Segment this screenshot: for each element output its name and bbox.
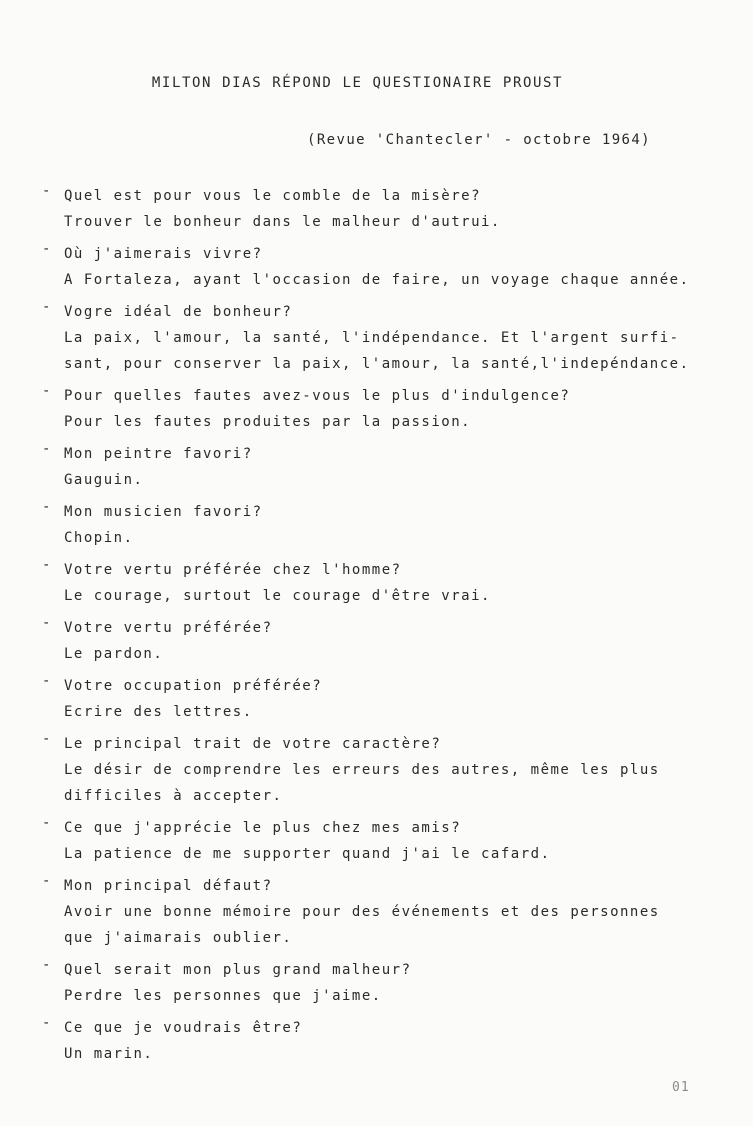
answer: Trouver le bonheur dans le malheur d'autrui. (64, 214, 501, 230)
bullet-dash: - (42, 441, 51, 457)
answer: Perdre les personnes que j'aime. (64, 988, 382, 1004)
qa-item (42, 441, 712, 493)
question: Ce que je voudrais être? (64, 1020, 303, 1036)
document-title: MILTON DIAS RÉPOND LE QUESTIONAIRE PROUST (151, 75, 564, 91)
bullet-dash: - (42, 815, 51, 831)
qa-item (42, 499, 712, 551)
question: Votre occupation préférée? (64, 678, 323, 694)
question: Quel est pour vous le comble de la misère? (64, 188, 482, 204)
answer: Avoir une bonne mémoire pour des événements et des personnes que j'aimarais oublier. (64, 904, 660, 946)
bullet-dash: - (42, 1015, 51, 1031)
bullet-dash: - (42, 873, 51, 889)
qa-item (42, 557, 712, 609)
answer: Pour les fautes produites par la passion. (64, 414, 472, 430)
bullet-dash: - (42, 673, 51, 689)
bullet-dash: - (42, 299, 51, 315)
question: Votre vertu préférée chez l'homme? (64, 562, 402, 578)
question: Mon peintre favori? (64, 446, 253, 462)
answer: Un marin. (64, 1046, 154, 1062)
qa-item (42, 615, 712, 667)
answer: Ecrire des lettres. (64, 704, 253, 720)
answer: Chopin. (64, 530, 134, 546)
bullet-dash: - (42, 731, 51, 747)
question: Pour quelles fautes avez-vous le plus d'indulgence? (64, 388, 571, 404)
qa-item (42, 183, 712, 235)
question: Mon musicien favori? (64, 504, 263, 520)
bullet-dash: - (42, 241, 51, 257)
qa-item (42, 299, 712, 377)
answer: Le désir de comprendre les erreurs des autres, même les plus difficiles à accepter. (64, 762, 660, 804)
question: Vogre idéal de bonheur? (64, 304, 293, 320)
question: Quel serait mon plus grand malheur? (64, 962, 412, 978)
question: Ce que j'apprécie le plus chez mes amis? (64, 820, 462, 836)
qa-item (42, 241, 712, 293)
bullet-dash: - (42, 383, 51, 399)
qa-item (42, 383, 712, 435)
qa-item (42, 1015, 712, 1067)
document-source: (Revue 'Chantecler' - octobre 1964) (307, 132, 652, 148)
qa-item (42, 957, 712, 1009)
answer: A Fortaleza, ayant l'occasion de faire, un voyage chaque année. (64, 272, 690, 288)
bullet-dash: - (42, 957, 51, 973)
qa-item (42, 873, 712, 951)
question: Le principal trait de votre caractère? (64, 736, 442, 752)
answer: Le pardon. (64, 646, 164, 662)
bullet-dash: - (42, 499, 51, 515)
question: Votre vertu préférée? (64, 620, 273, 636)
question: Où j'aimerais vivre? (64, 246, 263, 262)
answer: Le courage, surtout le courage d'être vrai. (64, 588, 491, 604)
page-number: 01 (672, 1080, 690, 1095)
answer: La paix, l'amour, la santé, l'indépendance. Et l'argent surfi- sant, pour conserver la paix, l'amour, la santé,l'indepéndance. (64, 330, 690, 372)
qa-item (42, 815, 712, 867)
bullet-dash: - (42, 557, 51, 573)
qa-item (42, 673, 712, 725)
answer: La patience de me supporter quand j'ai le cafard. (64, 846, 551, 862)
question: Mon principal défaut? (64, 878, 273, 894)
questionnaire-list (42, 183, 712, 1067)
bullet-dash: - (42, 183, 51, 199)
answer: Gauguin. (64, 472, 144, 488)
bullet-dash: - (42, 615, 51, 631)
qa-item (42, 731, 712, 809)
